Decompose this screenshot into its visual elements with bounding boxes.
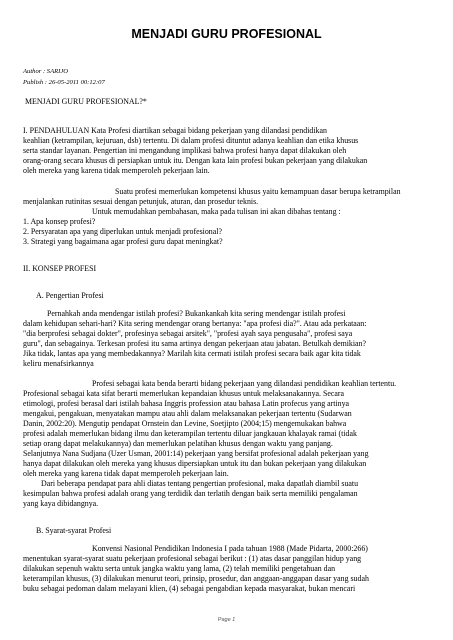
text-line: Konvensi Nasional Pendidikan Indonesia I pada tahuan 1988 (Made Pidarta, 2000:266): [92, 544, 368, 553]
text-line: Jika tidak, lantas apa yang membedakannya? Marilah kita cermati istilah profesi secara baik agar kita tidak: [23, 349, 361, 358]
publish-line: Publish : 26-05-2011 00:12:07: [23, 79, 105, 86]
document-title: MENJADI GURU PROFESIONAL: [131, 27, 322, 41]
text-line: setiap orang dapat melakukannya) dan memerlukan pelatihan khusus dengan waktu yang panjang.: [23, 439, 333, 448]
text-line: menjalankan rutinitas sesuai dengan petunjuk, aturan, dan prosedur teknis.: [23, 197, 259, 206]
text-line: serta standar layanan. Pengertian ini mengandung implikasi bahwa profesi hanya dapat dilakukan oleh: [23, 146, 347, 155]
text-line: kesimpulan bahwa profesi adalah orang yang terdidik dan terlatih dengan baik serta memiliki pengalaman: [23, 489, 358, 498]
list-item: 2. Persyaratan apa yang diperlukan untuk menjadi profesional?: [23, 227, 222, 236]
text-line: oleh mereka yang karena tidak dapat memperoleh pekerjaan lain.: [23, 469, 229, 478]
author-line: Author : SARIJO: [23, 68, 69, 75]
text-line: Untuk memudahkan pembahasan, maka pada tulisan ini akan dibahas tentang :: [92, 207, 341, 216]
text-line: Dari beberapa pendapat para ahli diatas tentang pengertian profesional, maka dapatlah diambil suatu: [41, 479, 359, 488]
text-line: Suatu profesi memerlukan kompetensi khusus yaitu kemampuan dasar berupa ketrampilan: [115, 187, 401, 196]
text-line: keterampilan khusus, (3) dilakukan menurut teori, prinsip, prosedur, dan anggaan-anggapan dasar yang sudah: [23, 574, 369, 583]
text-line: Selanjutnya Nana Sudjana (Uzer Usman, 2001:14) pekerjaan yang bersifat profesional adalah pekerjaan yang: [23, 449, 369, 458]
text-line: buku sebagai pedoman dalam melayani klien, (4) sebagai pengabdian kepada masyarakat, bukan mencari: [23, 584, 356, 593]
subsection-heading: A. Pengertian Profesi: [36, 291, 104, 300]
text-line: guru", dan sebagainya. Terkesan profesi itu sama artinya dengan pekerjaan atau jabatan. Betulkah demikian?: [23, 339, 367, 348]
text-line: I. PENDAHULUAN Kata Profesi diartikan sebagai bidang pekerjaan yang dilandasi pendidikan: [23, 126, 327, 135]
text-line: profesi adalah memerlukan bidang ilmu dan keterampilan tertentu diluar jangkauan khalayak ramai (tidak: [23, 429, 357, 438]
text-line: "dia berprofesi sebagai dokter", profesinya sebagai arsitek", "profesi ayah saya pengusaha", profesi saya: [23, 329, 353, 338]
text-line: mengakui, pengakuan, menyatakan mampu atau ahli dalam melaksanakan pekerjaan tertentu (Sudarwan: [23, 409, 352, 418]
text-line: Danin, 2002:20). Mengutip pendapat Ornstein dan Levine, Soetjipto (2004;15) mengemukakan bahwa: [23, 419, 347, 428]
text-line: Profesional sebagai kata sifat berarti memerlukan kepandaian khusus untuk melaksanakannya. Secara: [23, 389, 344, 398]
text-line: oleh mereka yang karena tidak memperoleh pekerjaan lain.: [23, 166, 210, 175]
text-line: dilakukan sepenuh waktu serta untuk jangka waktu yang lama, (2) telah memiliki pengetahuan dan: [23, 564, 336, 573]
text-line: Pernahkah anda mendengar istilah profesi? Bukankankah kita sering mendengar istilah profesi: [47, 309, 346, 318]
text-line: yang kaya dibidangnya.: [23, 499, 99, 508]
page-number: Page 1: [217, 617, 236, 623]
text-line: orang-orang secara khusus di persiapkan untuk itu. Dengan kata lain profesi bukan pekerjaan yang dilakukan: [23, 156, 368, 165]
section-heading: II. KONSEP PROFESI: [23, 264, 97, 273]
heading-line: MENJADI GURU PROFESIONAL?*: [25, 97, 147, 106]
text-line: keahlian (ketrampilan, kejuruan, dsb) tertentu. Di dalam profesi dituntut adanya keahlian dan etika khusus: [23, 136, 359, 145]
text-line: menentukan syarat-syarat suatu pekerjaan profesional sebagai berikut : (1) atas dasar panggilan hidup yang: [23, 554, 362, 563]
subsection-heading: B. Syarat-syarat Profesi: [36, 526, 112, 535]
text-line: keliru menafsirkannya: [23, 359, 94, 368]
text-line: Profesi sebagai kata benda berarti bidang pekerjaan yang dilandasi pendidikan keahlian tertentu.: [92, 379, 397, 388]
list-item: 1. Apa konsep profesi?: [23, 217, 96, 226]
text-line: etimologi, profesi berasal dari istilah bahasa Inggris profession atau bahasa Latin profecus yang artinya: [23, 399, 350, 408]
text-line: hanya dapat dilakukan oleh mereka yang khusus dipersiapkan untuk itu dan bukan pekerjaan yang dilakukan: [23, 459, 367, 468]
list-item: 3. Strategi yang bagaimana agar profesi guru dapat meningkat?: [23, 237, 223, 246]
text-line: dalam kehidupan sehari-hari? Kita sering mendengar orang bertanya: "apa profesi dia?". Atau ada perkataan:: [23, 319, 367, 328]
